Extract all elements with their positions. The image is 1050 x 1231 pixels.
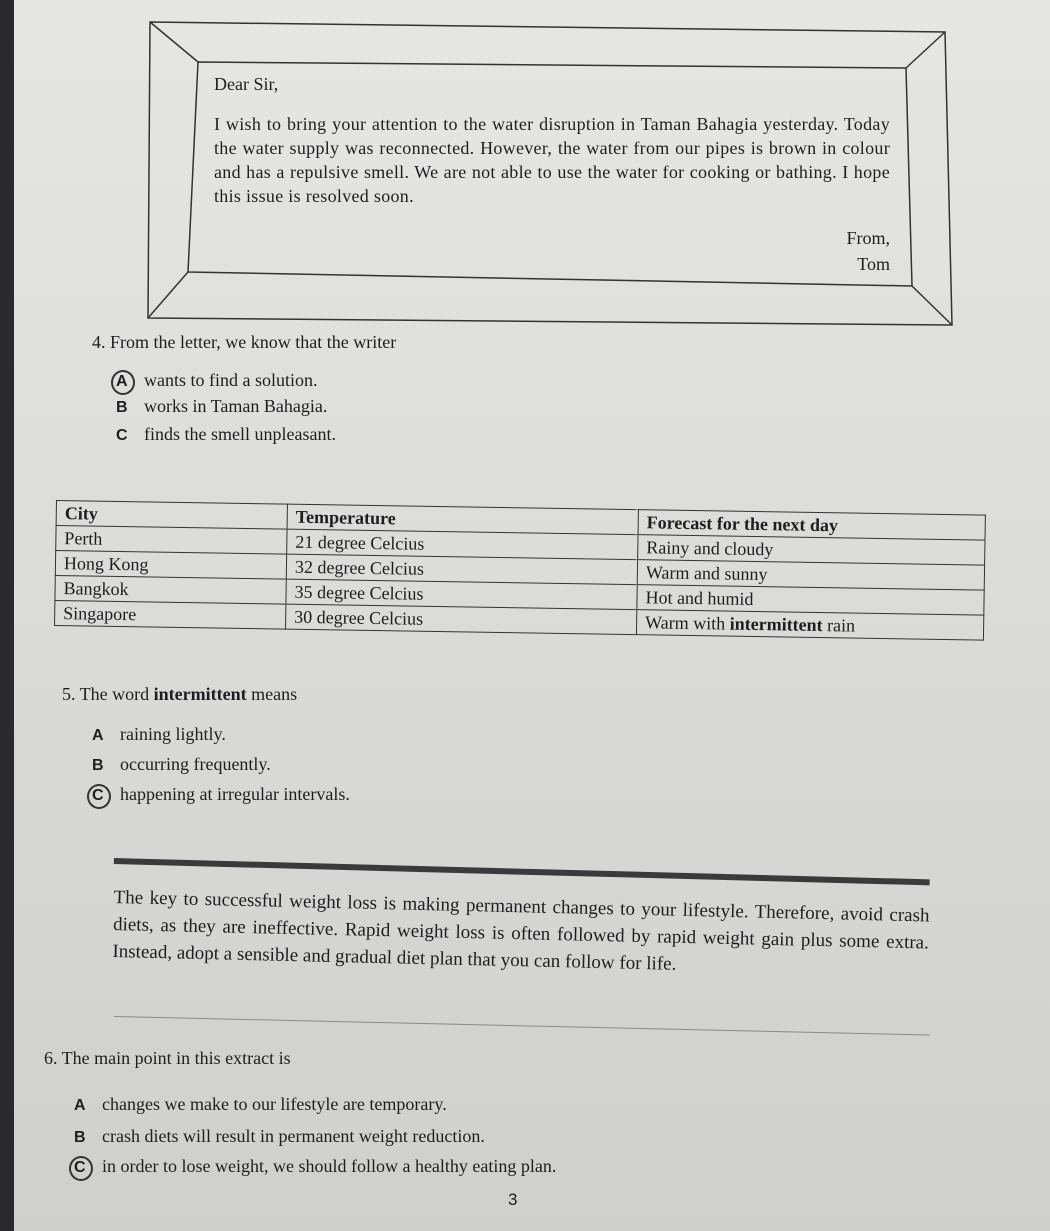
letter-greeting: Dear Sir, <box>214 74 279 94</box>
prompt-keyword: intermittent <box>153 684 247 704</box>
cell-forecast: Rainy and cloudy <box>638 535 985 565</box>
cell-city: Hong Kong <box>55 551 286 580</box>
question-5-option-c[interactable] <box>92 784 350 805</box>
question-4-prompt: 4. From the letter, we know that the writer <box>92 332 397 352</box>
option-letter: A <box>92 727 104 744</box>
cell-forecast: Hot and humid <box>637 585 984 615</box>
option-text: raining lightly. <box>120 724 226 744</box>
option-text: finds the smell unpleasant. <box>144 424 336 444</box>
option-letter: B <box>92 757 104 774</box>
weather-forecast-table <box>54 500 986 641</box>
prompt-text: means <box>246 684 298 704</box>
letter-closing: From, <box>846 228 890 248</box>
question-6-option-c[interactable] <box>74 1156 556 1177</box>
option-text: in order to lose weight, we should follow a healthy eating plan. <box>102 1156 557 1176</box>
option-text: works in Taman Bahagia. <box>144 396 328 416</box>
header-forecast: Forecast for the next day <box>638 510 985 540</box>
header-temperature: Temperature <box>287 504 638 535</box>
question-6-prompt: 6. The main point in this extract is <box>44 1048 291 1068</box>
letter-signature: Tom <box>857 254 890 274</box>
cell-forecast: Warm and sunny <box>637 560 984 590</box>
cell-forecast <box>636 610 983 640</box>
forecast-text: Warm with <box>645 611 730 634</box>
option-letter: B <box>74 1129 86 1146</box>
option-letter-circled: C <box>92 787 120 805</box>
option-letter: B <box>116 399 128 416</box>
forecast-keyword: intermittent <box>729 613 823 635</box>
question-6-option-b[interactable] <box>74 1126 485 1147</box>
option-letter-circled: C <box>74 1159 102 1177</box>
option-text: happening at irregular intervals. <box>120 784 350 804</box>
question-5-option-b[interactable] <box>92 754 271 775</box>
page-number: 3 <box>508 1190 518 1209</box>
header-city: City <box>56 501 287 530</box>
option-letter-circled: A <box>116 373 144 391</box>
option-text: changes we make to our lifestyle are temporary. <box>102 1094 447 1114</box>
option-letter: C <box>116 427 128 444</box>
option-text: occurring frequently. <box>120 754 271 774</box>
cell-temperature: 32 degree Celcius <box>286 554 637 585</box>
weight-loss-passage: The key to successful weight loss is making permanent changes to your lifestyle. Therefore, avoid crash diets, as they are ineffective. Rapid weight loss is often followed by rapid weight gain plus some extra. Instead, adopt a sensible and gradual diet plan that you can follow for life. <box>112 886 930 975</box>
cell-temperature: 30 degree Celcius <box>286 604 637 635</box>
option-letter: A <box>74 1097 86 1114</box>
cell-city: Perth <box>56 526 287 555</box>
forecast-text: rain <box>822 614 856 636</box>
question-5-option-a[interactable] <box>92 724 226 745</box>
option-text: wants to find a solution. <box>144 370 318 390</box>
question-6-option-a[interactable] <box>74 1094 447 1115</box>
question-4-option-c[interactable] <box>116 424 336 445</box>
prompt-text: 5. The word <box>62 684 154 704</box>
letter-body: I wish to bring your attention to the water disruption in Taman Bahagia yesterday. Today the water supply was reconnected. However, the water from our pipes is brown in colour and has a repulsive smell. We are not able to use the water for cooking or bathing. I hope this issue is resolved soon. <box>214 114 890 206</box>
question-4-option-a[interactable] <box>116 370 318 391</box>
cell-city: Bangkok <box>55 575 286 604</box>
cell-city: Singapore <box>55 600 286 629</box>
cell-temperature: 21 degree Celcius <box>287 529 638 560</box>
option-text: crash diets will result in permanent weight reduction. <box>102 1126 485 1146</box>
cell-temperature: 35 degree Celcius <box>286 579 637 610</box>
question-4-option-b[interactable] <box>116 396 327 417</box>
question-5-prompt <box>62 684 297 705</box>
